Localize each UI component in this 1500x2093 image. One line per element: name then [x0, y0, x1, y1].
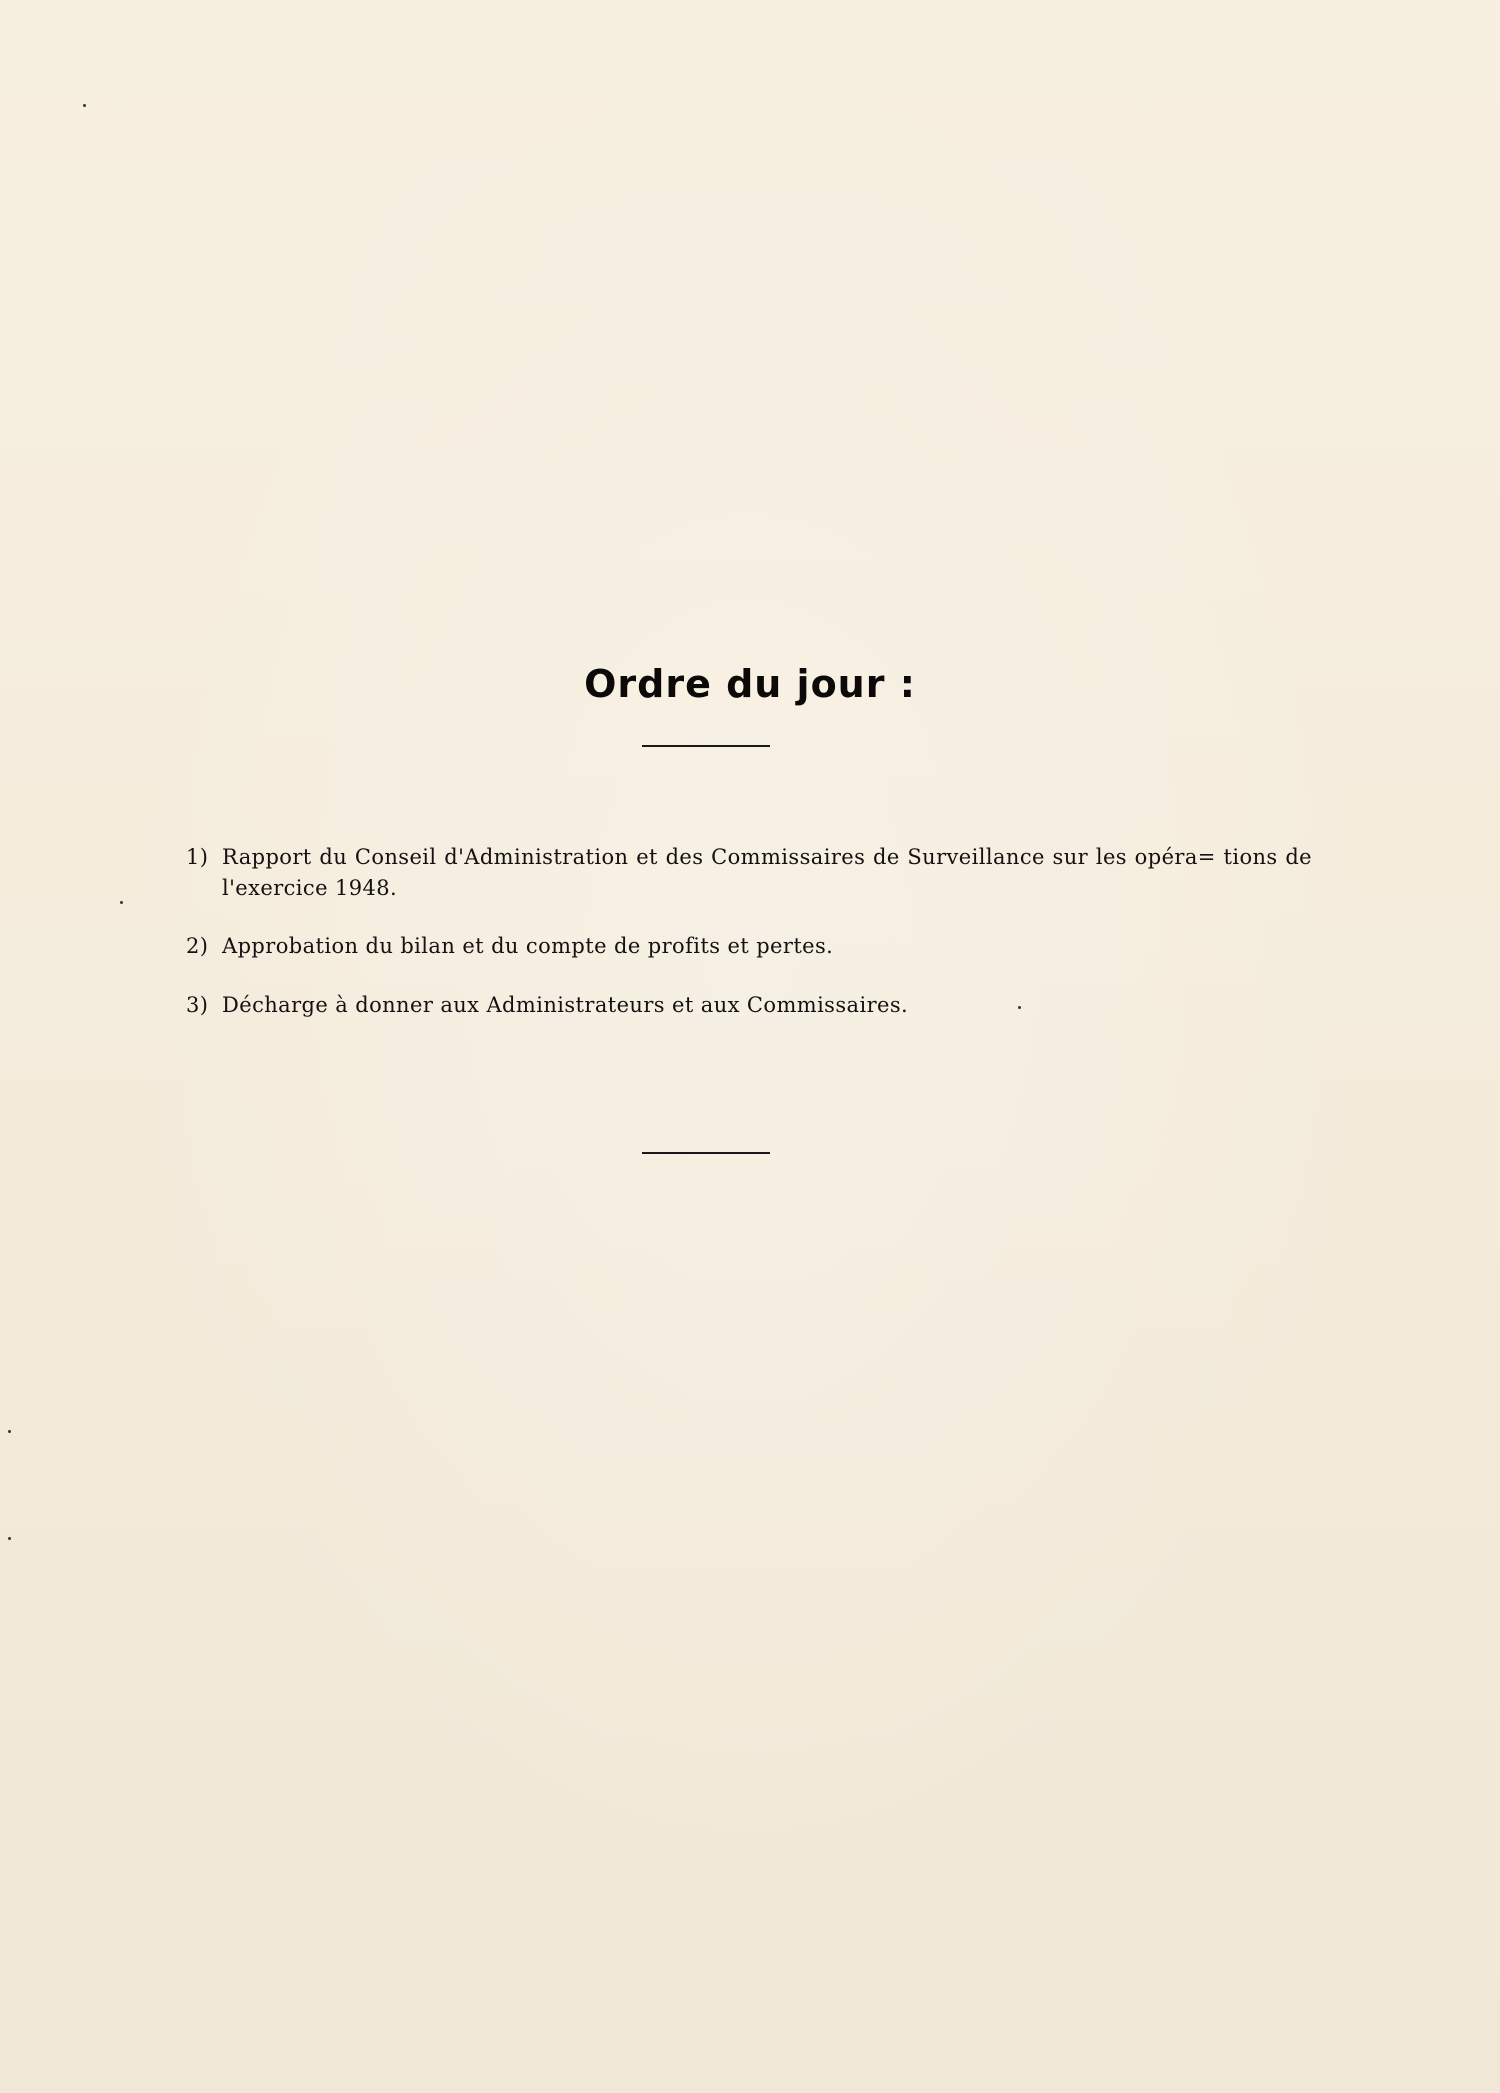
agenda-item-number: 1): [186, 845, 209, 869]
agenda-item-text: Décharge à donner aux Administrateurs et aux Commissaires.: [222, 993, 909, 1017]
paper-speck: [8, 1537, 11, 1540]
agenda-item-number: 2): [186, 934, 209, 958]
agenda-item-3: [186, 990, 1312, 1021]
heading-divider: [642, 745, 770, 747]
paper-speck: [120, 901, 123, 904]
paper-speck: [1018, 1006, 1021, 1009]
agenda-item-text: Rapport du Conseil d'Administration et des Commissaires de Surveillance sur les opéra= tions de l'exercice 1948.: [222, 845, 1312, 900]
paper-speck: [83, 104, 86, 107]
paper-speck: [8, 1430, 11, 1433]
agenda-item-number: 3): [186, 993, 209, 1017]
agenda-heading: Ordre du jour :: [584, 662, 916, 706]
agenda-item-2: [186, 931, 1312, 962]
footer-divider: [642, 1152, 770, 1154]
agenda-list: [186, 842, 1312, 1021]
agenda-item-text: Approbation du bilan et du compte de profits et pertes.: [222, 934, 834, 958]
agenda-item-1: [186, 842, 1312, 904]
